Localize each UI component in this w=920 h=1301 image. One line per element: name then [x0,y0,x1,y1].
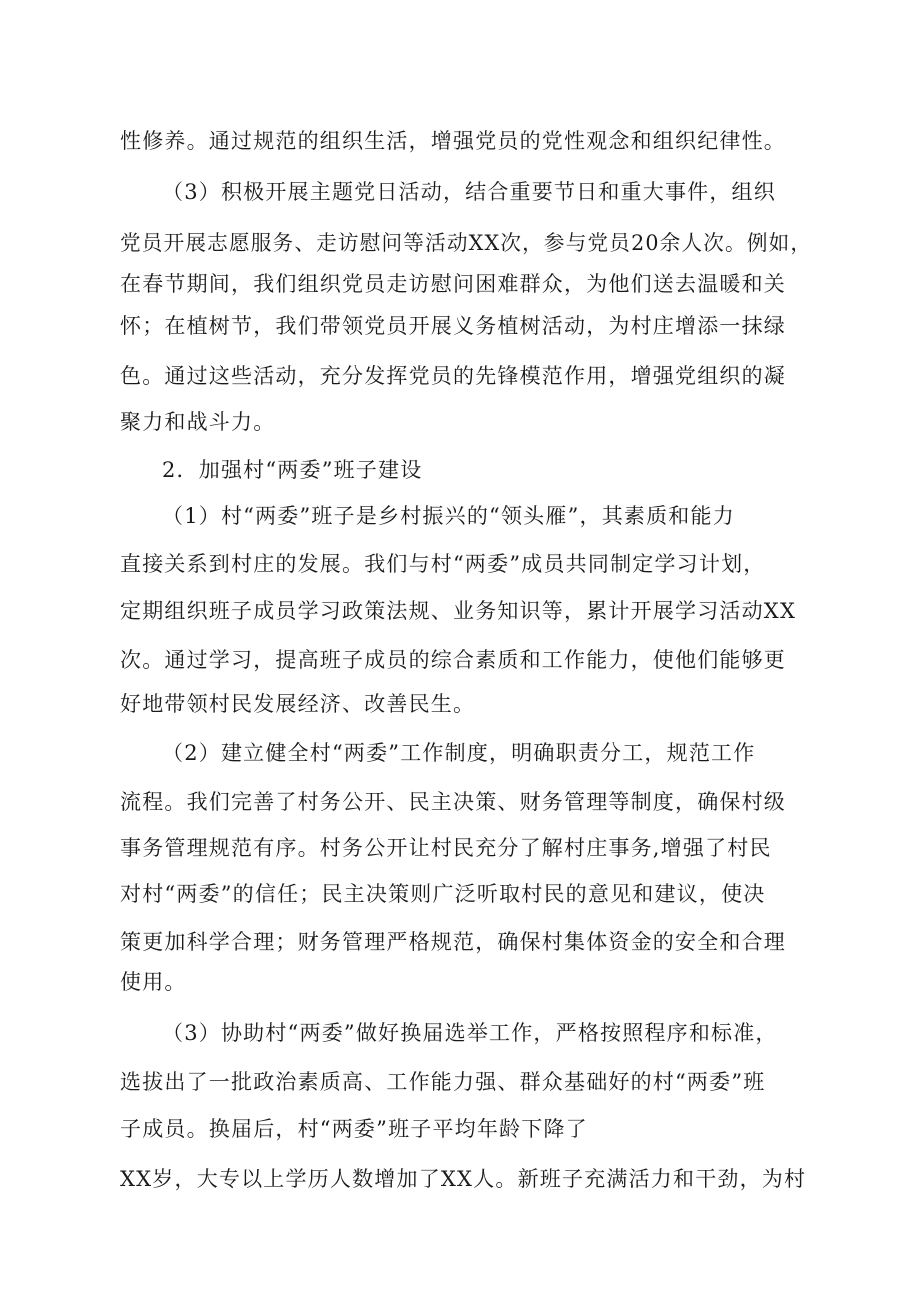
text-line: （3）积极开展主题党日活动，结合重要节日和重大事件，组织 [162,180,776,204]
section-heading: 2．加强村“两委”班子建设 [162,458,423,482]
text-line: 流程。我们完善了村务公开、民主决策、财务管理等制度，确保村级 [120,790,786,814]
text-line: 性修养。通过规范的组织生活，增强党员的党性观念和组织纪律性。 [120,129,786,153]
text-line: （2）建立健全村“两委”工作制度，明确职责分工，规范工作 [162,741,756,765]
text-line: 事务管理规范有序。村务公开让村民充分了解村庄事务,增强了村民 [120,836,772,860]
text-line: 好地带领村民发展经济、改善民生。 [120,692,476,716]
text-line: （3）协助村“两委”做好换届选举工作，严格按照程序和标准， [162,1021,778,1045]
text-line: 在春节期间，我们组织党员走访慰问困难群众，为他们送去温暖和关 [120,272,786,296]
text-line: 定期组织班子成员学习政策法规、业务知识等，累计开展学习活动XX [120,599,797,623]
text-line: （1）村“两委”班子是乡村振兴的“领头雁”，其素质和能力 [162,504,735,528]
text-line: 使用。 [120,970,187,994]
text-line: 聚力和战斗力。 [120,410,276,434]
text-line: 党员开展志愿服务、走访慰问等活动XX次，参与党员20余人次。例如， [120,231,813,255]
text-line: 怀；在植树节，我们带领党员开展义务植树活动，为村庄增添一抹绿 [120,314,786,338]
text-line: 子成员。换届后，村“两委”班子平均年龄下降了 [120,1117,588,1141]
text-line: XX岁，大专以上学历人数增加了XX人。新班子充满活力和干劲，为村 [120,1167,807,1191]
text-line: 选拔出了一批政治素质高、工作能力强、群众基础好的村“两委”班 [120,1070,766,1094]
text-line: 次。通过学习，提高班子成员的综合素质和工作能力，使他们能够更 [120,648,786,672]
text-line: 色。通过这些活动，充分发挥党员的先锋模范作用，增强党组织的凝 [120,364,786,388]
text-line: 策更加科学合理；财务管理严格规范，确保村集体资金的安全和合理 [120,930,786,954]
text-line: 直接关系到村庄的发展。我们与村“两委”成员共同制定学习计划， [120,552,766,576]
text-line: 对村“两委”的信任；民主决策则广泛听取村民的意见和建议，使决 [120,882,766,906]
